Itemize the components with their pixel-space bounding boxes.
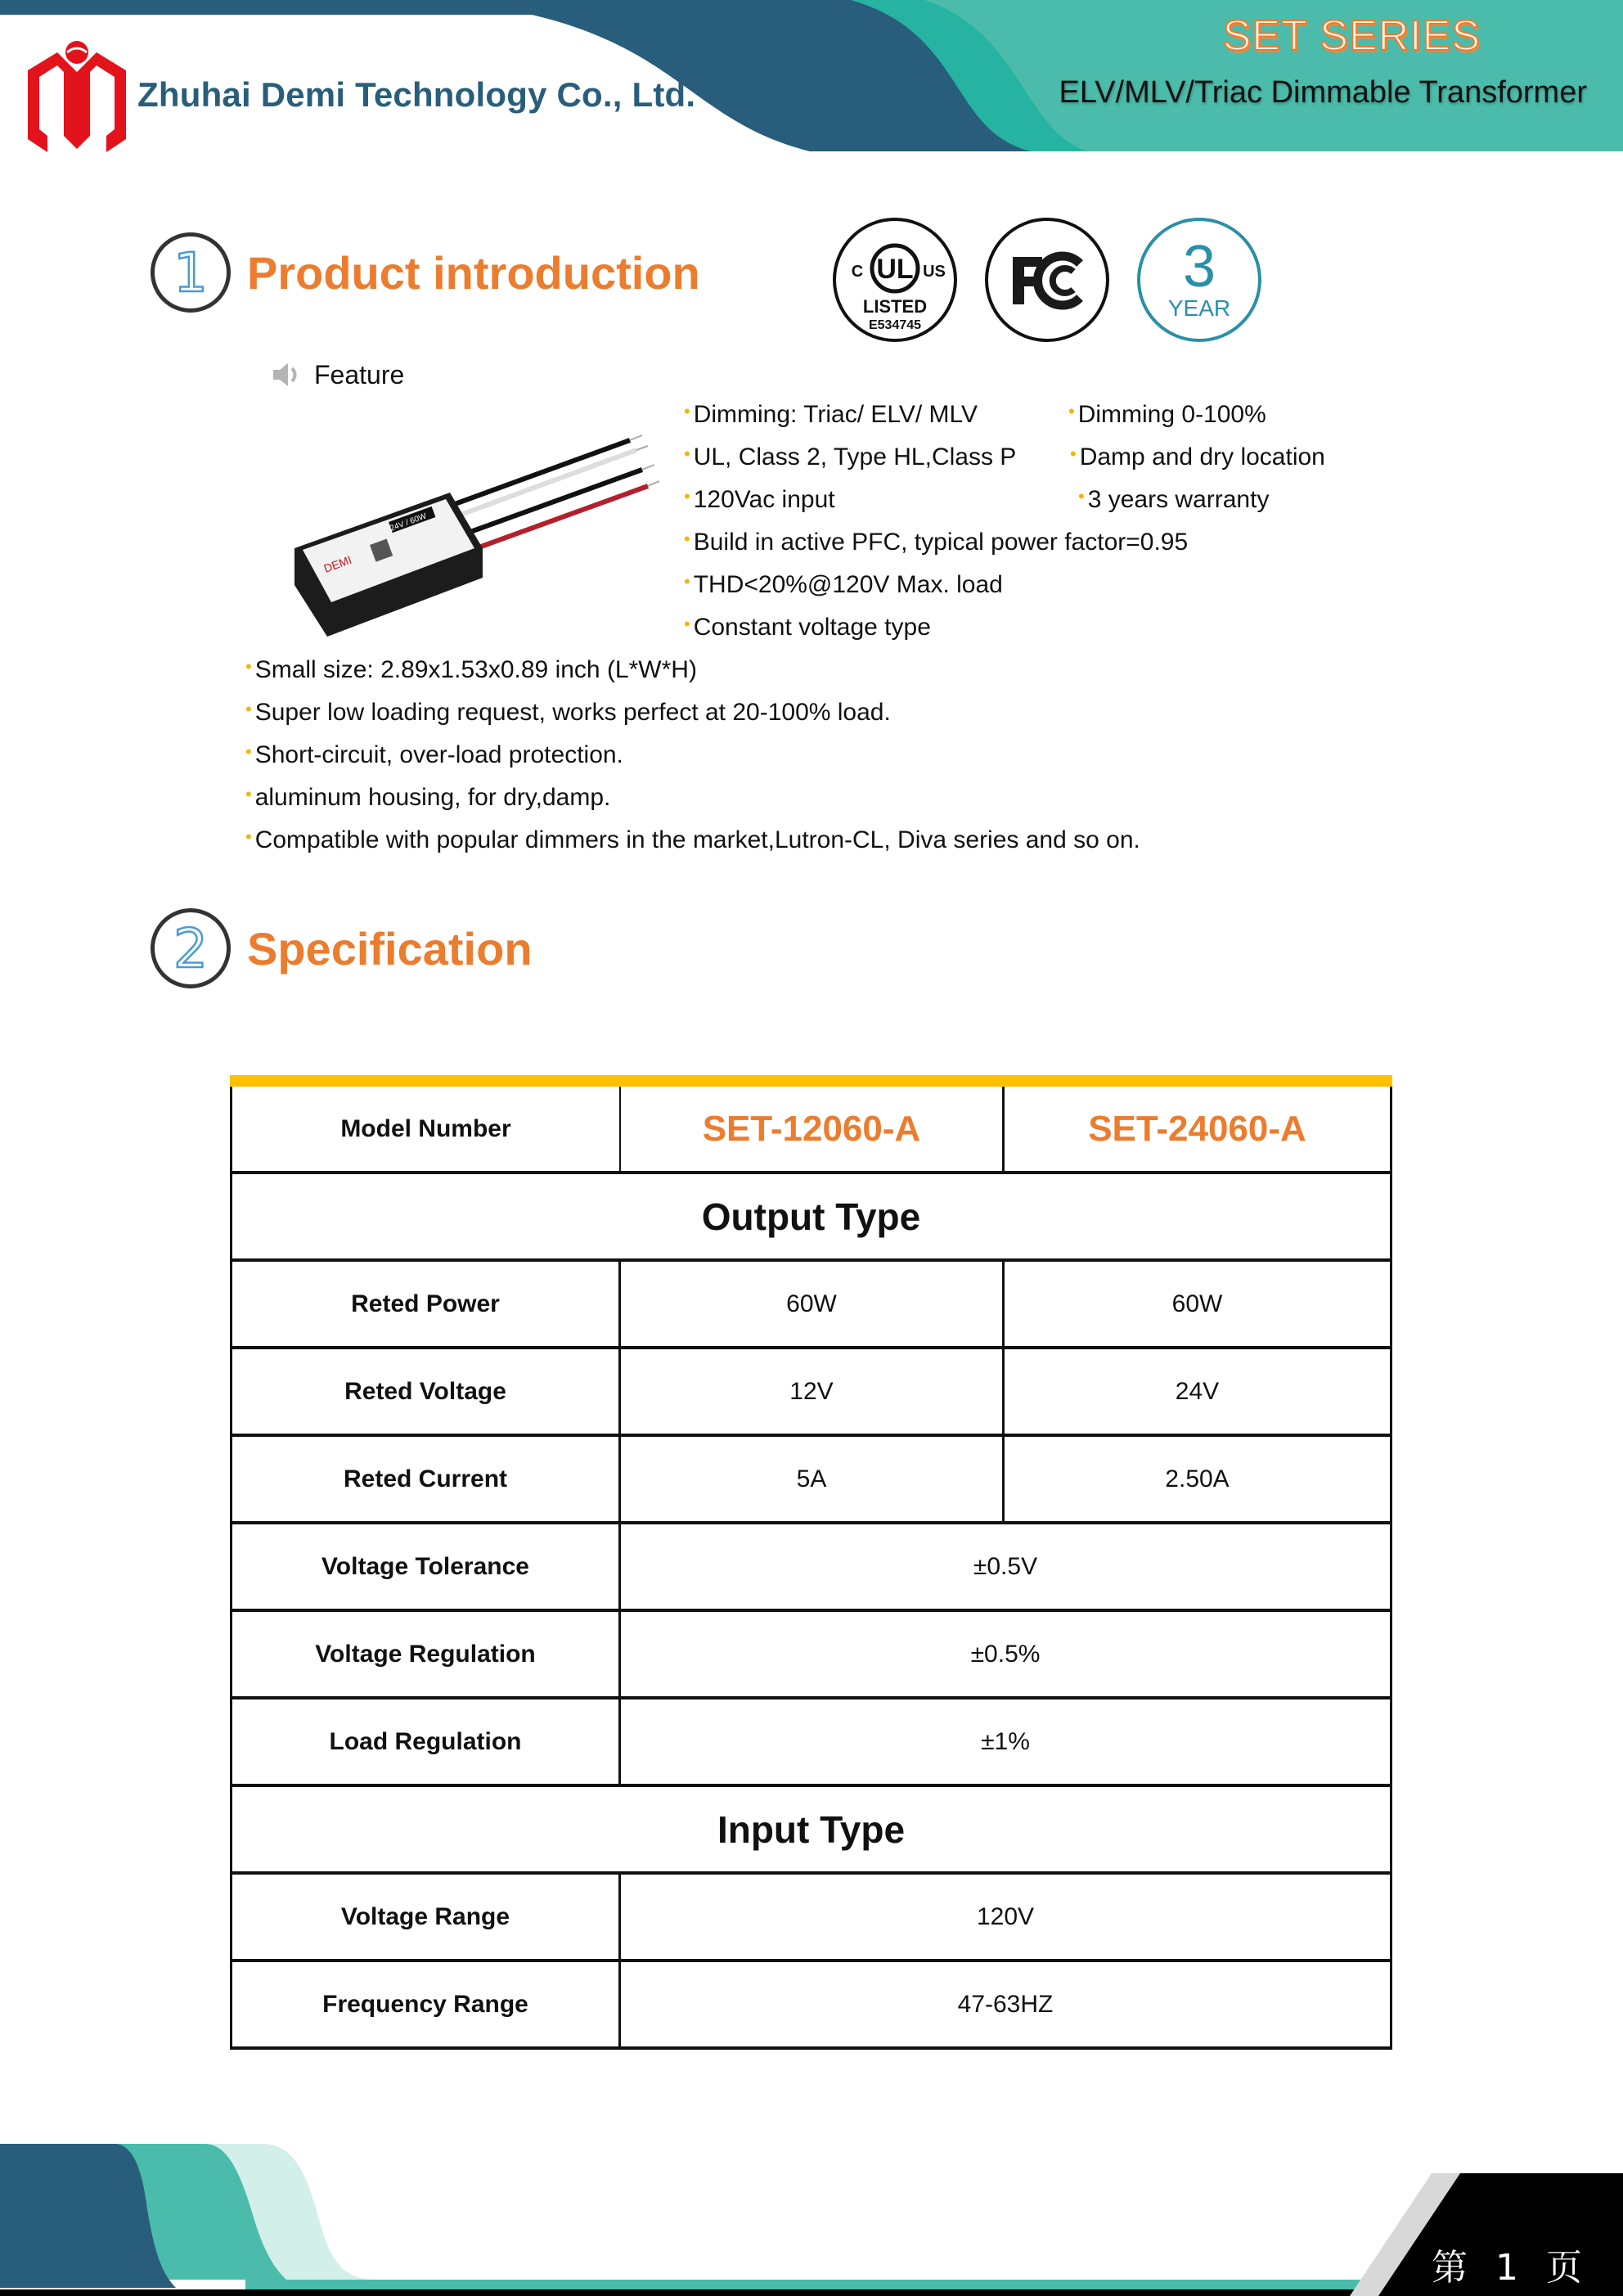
table-row [230,1612,1392,1699]
section-product-introduction [151,232,700,313]
fcc-icon [985,218,1109,342]
certification-badges [833,218,1261,342]
svg-text:24V / 60W: 24V / 60W [389,511,428,533]
row-label: Frequency Range [232,1962,621,2046]
table-row [230,1962,1392,2050]
input-type-group-row [230,1787,1392,1875]
product-image [278,417,663,646]
row-label: Voltage Regulation [232,1612,621,1696]
feature-item: • Super low loading request, works perfect at 20-100% load. [245,699,891,726]
table-row [230,1524,1392,1612]
svg-text:E534745: E534745 [868,318,922,332]
svg-text:LISTED: LISTED [862,296,928,317]
feature-item: • Dimming 0-100% [1068,401,1266,428]
svg-text:YEAR: YEAR [1167,295,1231,321]
feature-item: • THD<20%@120V Max. load [684,571,1003,598]
table-row [230,1349,1392,1437]
group-title: Input Type [717,1808,906,1851]
feature-item: • Damp and dry location [1070,443,1325,470]
svg-text:3: 3 [1182,234,1216,299]
feature-item: • Dimming: Triac/ ELV/ MLV [684,401,978,428]
table-row [230,1699,1392,1787]
output-type-group-row [230,1174,1392,1262]
feature-item: • 3 years warranty [1078,486,1270,513]
feature-item: • 120Vac input [684,486,835,513]
feature-item: • Short-circuit, over-load protection. [245,741,623,768]
row-value-24v: 2.50A [1165,1465,1230,1492]
table-row [230,1262,1392,1349]
svg-text:DEMI: DEMI [321,552,353,575]
group-title: Output Type [701,1195,921,1238]
svg-text:US: US [923,263,946,281]
row-value: ±1% [981,1727,1030,1755]
table-accent-bar [230,1075,1392,1087]
svg-text:C: C [851,263,864,281]
row-value: 120V [976,1902,1035,1930]
company-logo-icon [25,34,131,157]
feature-item: • Small size: 2.89x1.53x0.89 inch (L*W*H) [245,656,697,683]
ul-listed-icon [833,218,957,342]
row-value-12v: 5A [621,1437,1005,1521]
table-row [230,1875,1392,1962]
model-set-12060-a: SET-12060-A [621,1087,1005,1171]
row-label: Reted Current [232,1437,621,1521]
row-value-12v: 60W [621,1262,1005,1346]
row-value: ±0.5V [973,1552,1038,1580]
row-label: Load Regulation [232,1699,621,1784]
row-label: Voltage Range [232,1875,621,1959]
series-subtitle: ELV/MLV/Triac Dimmable Transformer [1059,75,1587,110]
page-number: 第 1 页 [1432,2247,1590,2289]
three-year-warranty-icon [1137,218,1261,342]
footer-wave-background [0,2111,1623,2296]
row-label: Reted Power [232,1262,621,1346]
row-value-24v: 60W [1171,1290,1223,1317]
company-name: Zhuhai Demi Technology Co., Ltd. [137,75,696,114]
feature-heading [270,358,404,391]
feature-item: • Build in active PFC, typical power factor=0.95 [684,529,1189,556]
section-number-badge: 2 [151,908,231,988]
section-title: Product introduction [247,246,700,299]
section-specification [151,908,533,988]
feature-item: • aluminum housing, for dry,damp. [245,784,611,811]
row-value: 47-63HZ [957,1990,1054,2018]
specification-table [230,1075,1392,2050]
model-set-24060-a: SET-24060-A [1088,1108,1306,1149]
row-value: ±0.5% [970,1640,1041,1668]
feature-item: • UL, Class 2, Type HL,Class P [684,443,1017,470]
section-number-badge: 1 [151,232,231,313]
page-header [0,0,1623,151]
table-header-row [230,1087,1392,1174]
feature-item: • Compatible with popular dimmers in the market,Lutron-CL, Diva series and so on. [245,826,1140,853]
row-value-24v: 24V [1175,1377,1220,1405]
table-row [230,1437,1392,1524]
row-value-12v: 12V [621,1349,1005,1434]
feature-item: • Constant voltage type [684,614,931,641]
speaker-icon [270,358,303,391]
row-label: Reted Voltage [232,1349,621,1434]
row-label: Voltage Tolerance [232,1524,621,1609]
section-title: Specification [247,922,533,975]
svg-text:UL: UL [876,254,914,285]
feature-label: Feature [314,359,405,389]
model-number-label: Model Number [232,1087,621,1171]
series-title: SET SERIES [1222,12,1481,60]
